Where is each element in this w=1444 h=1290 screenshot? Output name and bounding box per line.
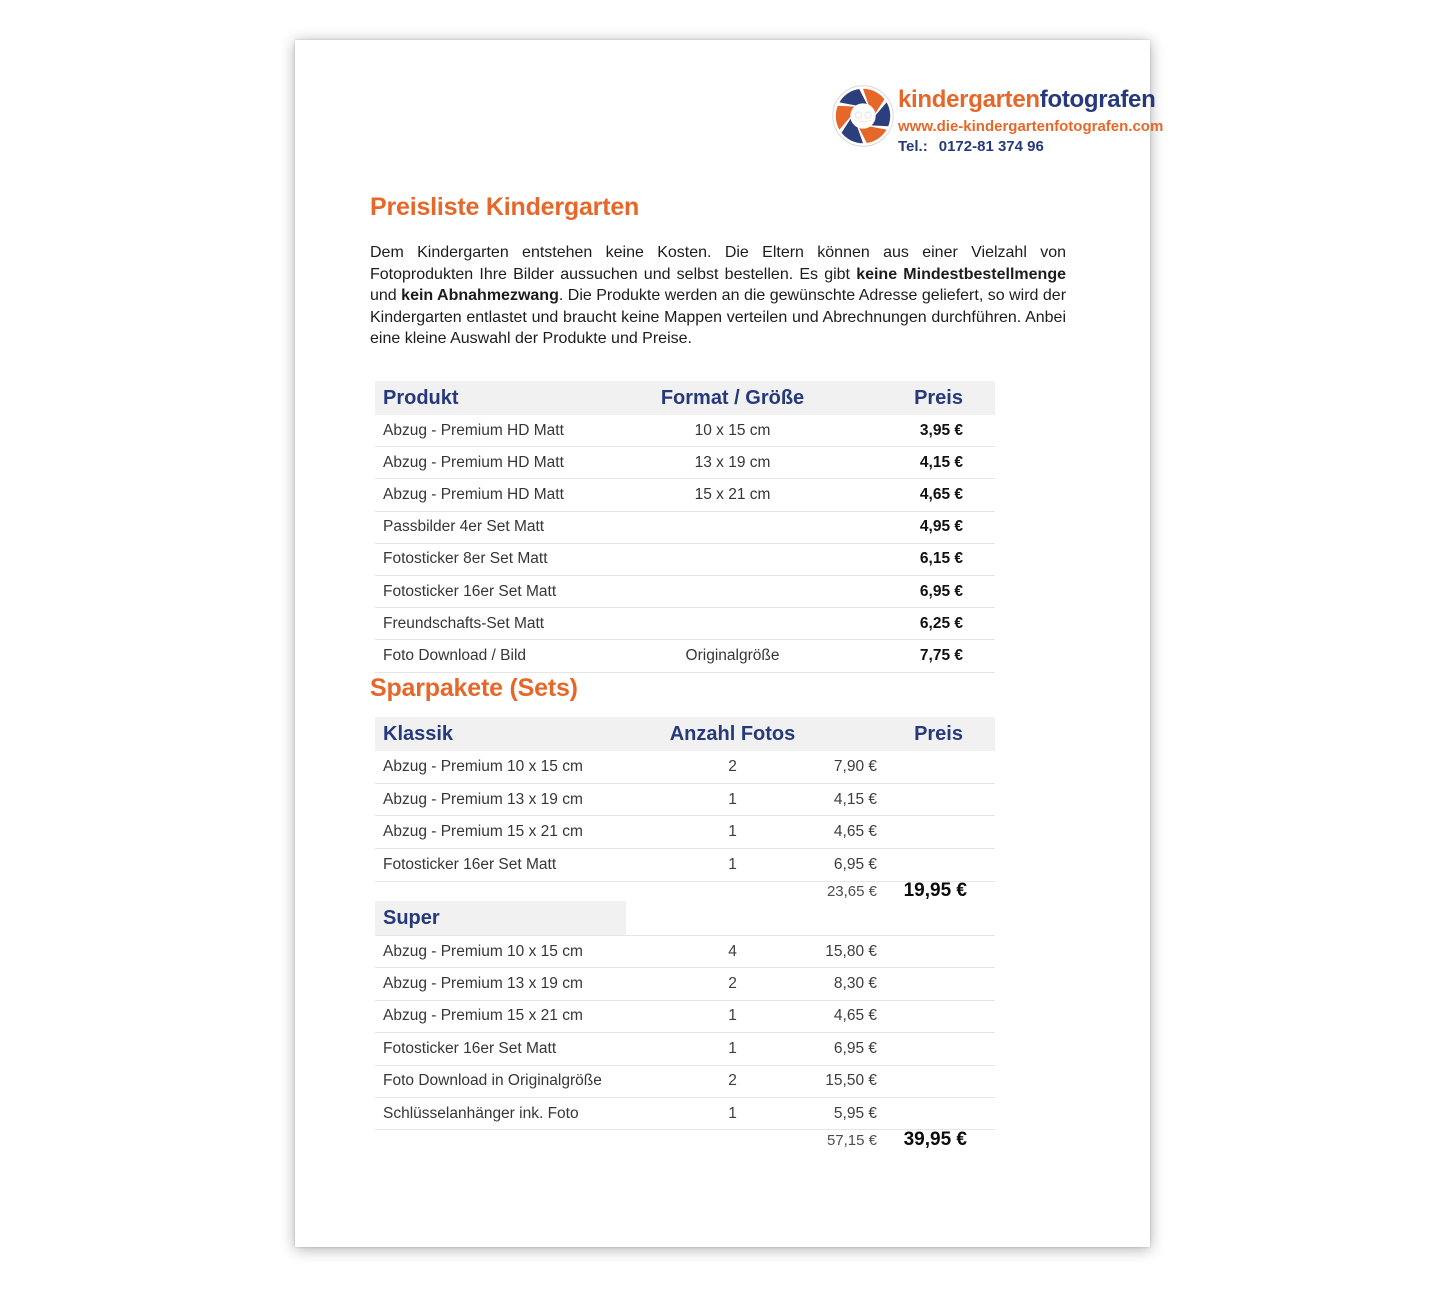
intro-bold-text: kein Abnahmezwang <box>401 287 559 305</box>
product-cell: Abzug - Premium 15 x 21 cm <box>383 823 583 841</box>
price-cell: 6,15 € <box>919 550 963 568</box>
product-cell: Abzug - Premium 10 x 15 cm <box>383 942 583 960</box>
table-row <box>375 640 995 672</box>
table-row <box>375 479 995 511</box>
super-title: Super <box>383 906 440 929</box>
qty-cell: 1 <box>728 1104 737 1122</box>
table-row <box>375 576 995 608</box>
price-cell: 4,65 € <box>919 485 963 503</box>
product-cell: Fotosticker 8er Set Matt <box>383 550 548 568</box>
format-cell: 13 x 19 cm <box>694 453 771 471</box>
format-cell: 10 x 15 cm <box>694 421 771 439</box>
intro-text: . Die Produkte werden an die gewünschte Adresse geliefert, so wird der Kindergarten entlastet und braucht keine Mappen verteilen und Abrechnungen durchführen. Anbei eine kleine Auswahl der Produkte und Preise. <box>370 287 1067 348</box>
logo <box>832 85 1163 154</box>
products-table-header <box>375 381 995 415</box>
klassik-title: Klassik <box>383 722 454 745</box>
aperture-logo-icon <box>832 85 894 147</box>
table-row <box>375 849 995 882</box>
qty-cell: 1 <box>728 823 737 841</box>
table-row <box>375 447 995 479</box>
format-cell: 15 x 21 cm <box>694 485 771 503</box>
brand-first-word: kindergarten <box>898 86 1040 113</box>
sum-total: 39,95 € <box>903 1129 967 1150</box>
header-preis: Preis <box>914 386 963 409</box>
table-row <box>375 1066 995 1098</box>
table-row <box>375 1098 995 1130</box>
phone-text <box>898 139 1163 154</box>
subtotal-cell: 8,30 € <box>833 975 877 993</box>
table-row <box>375 1033 995 1065</box>
qty-cell: 4 <box>728 942 737 960</box>
header-anzahl-fotos: Anzahl Fotos <box>669 722 796 745</box>
products-table-rows <box>375 415 995 673</box>
qty-cell: 1 <box>728 1039 737 1057</box>
sum-subtotal: 23,65 € <box>826 882 877 900</box>
intro-text: Dem Kindergarten entstehen keine Kosten. Die Eltern können aus einer Vielzahl von Fotoprodukten Ihre Bilder aussuchen und selbst bestellen. Es gibt <box>370 244 1066 283</box>
product-cell: Fotosticker 16er Set Matt <box>383 855 557 873</box>
price-cell: 4,95 € <box>919 518 963 536</box>
product-cell: Abzug - Premium 13 x 19 cm <box>383 790 583 808</box>
super-sum-row <box>375 1127 995 1153</box>
table-row <box>375 512 995 544</box>
intro-paragraph <box>370 242 1066 350</box>
table-row <box>375 936 995 968</box>
phone-number: 0172-81 374 96 <box>938 138 1044 155</box>
product-cell: Schlüsselanhänger ink. Foto <box>383 1104 579 1122</box>
qty-cell: 2 <box>728 757 737 775</box>
sum-total: 19,95 € <box>903 880 967 901</box>
klassik-table-rows <box>375 751 995 882</box>
website-text: www.die-kindergartenfotografen.com <box>898 118 1164 135</box>
subtotal-cell: 5,95 € <box>833 1104 877 1122</box>
price-cell: 6,25 € <box>919 614 963 632</box>
table-row <box>375 816 995 849</box>
qty-cell: 1 <box>728 1007 737 1025</box>
price-cell: 6,95 € <box>919 582 963 600</box>
price-cell: 7,75 € <box>919 646 963 664</box>
subtotal-cell: 15,50 € <box>825 1072 877 1090</box>
super-table-rows <box>375 935 995 1130</box>
format-cell: Originalgröße <box>685 646 780 664</box>
document-page <box>295 40 1164 1247</box>
product-cell: Fotosticker 16er Set Matt <box>383 582 557 600</box>
table-row <box>375 968 995 1000</box>
product-cell: Abzug - Premium 10 x 15 cm <box>383 757 583 775</box>
phone-label: Tel.: <box>898 138 928 155</box>
super-table-header <box>375 901 626 935</box>
product-cell: Abzug - Premium HD Matt <box>383 421 564 439</box>
product-cell: Freundschafts-Set Matt <box>383 614 545 632</box>
product-cell: Passbilder 4er Set Matt <box>383 518 545 536</box>
product-cell: Abzug - Premium HD Matt <box>383 453 564 471</box>
subtotal-cell: 4,15 € <box>833 790 877 808</box>
subtotal-cell: 15,80 € <box>825 942 877 960</box>
brand-second-word: fotografen <box>1039 86 1156 113</box>
intro-bold-text: keine Mindestbestellmenge <box>856 265 1066 283</box>
intro-text: und <box>370 287 402 305</box>
sum-subtotal: 57,15 € <box>826 1131 877 1149</box>
qty-cell: 2 <box>728 1072 737 1090</box>
table-row <box>375 1001 995 1033</box>
table-row <box>375 784 995 817</box>
price-cell: 4,15 € <box>919 453 963 471</box>
subtotal-cell: 4,65 € <box>833 823 877 841</box>
product-cell: Abzug - Premium 13 x 19 cm <box>383 975 583 993</box>
price-cell: 3,95 € <box>919 421 963 439</box>
qty-cell: 1 <box>728 790 737 808</box>
product-cell: Abzug - Premium 15 x 21 cm <box>383 1007 583 1025</box>
table-row <box>375 751 995 784</box>
subtotal-cell: 6,95 € <box>833 855 877 873</box>
subtotal-cell: 6,95 € <box>833 1039 877 1057</box>
subtotal-cell: 4,65 € <box>833 1007 877 1025</box>
klassik-table-header <box>375 717 995 751</box>
qty-cell: 1 <box>728 855 737 873</box>
header-produkt: Produkt <box>383 386 459 409</box>
product-cell: Foto Download / Bild <box>383 646 527 664</box>
subtotal-cell: 7,90 € <box>833 757 877 775</box>
qty-cell: 2 <box>728 975 737 993</box>
product-cell: Abzug - Premium HD Matt <box>383 485 564 503</box>
brand-text <box>898 88 1163 112</box>
header-format: Format / Größe <box>660 386 805 409</box>
table-row <box>375 544 995 576</box>
header-preis: Preis <box>914 722 963 745</box>
page-title: Preisliste Kindergarten <box>370 193 640 221</box>
table-row <box>375 608 995 640</box>
product-cell: Foto Download in Originalgröße <box>383 1072 602 1090</box>
product-cell: Fotosticker 16er Set Matt <box>383 1039 557 1057</box>
sets-heading: Sparpakete (Sets) <box>370 674 578 702</box>
table-row <box>375 415 995 447</box>
